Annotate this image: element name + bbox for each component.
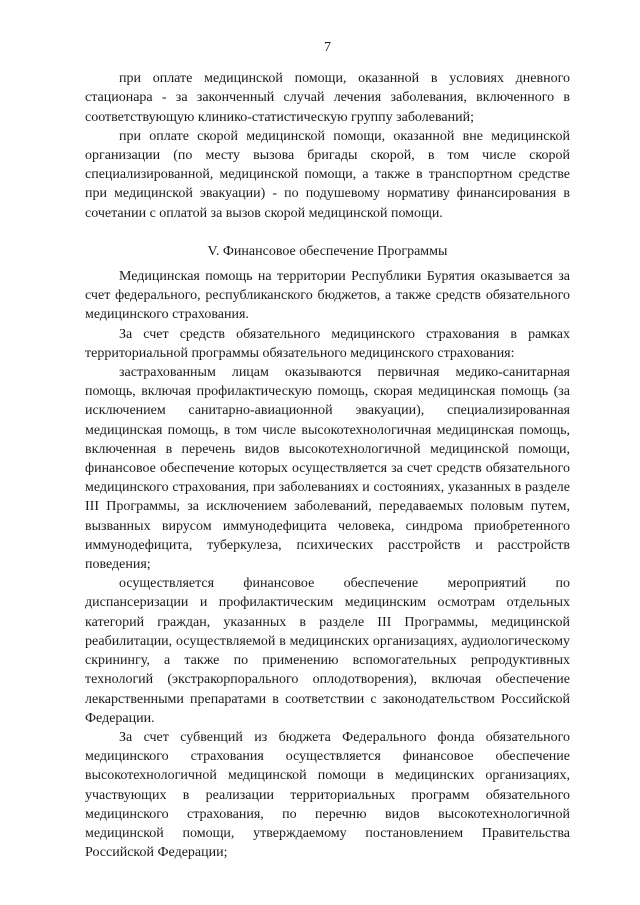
section-heading: V. Финансовое обеспечение Программы: [207, 243, 448, 259]
paragraph-funding-sources: Медицинская помощь на территории Республики Бурятия оказывается за счет федерального, республиканского бюджетов, а также средств обязательного медицинского страхования.: [85, 269, 570, 323]
page-number: 7: [324, 40, 331, 55]
paragraph-dispensary-funding: осуществляется финансовое обеспечение мероприятий по диспансеризации и профилактическим медицинским осмотрам отдельных категорий граждан, указанных в разделе III Программы, медицинской реабилитации, осуществляемой в медицинских организациях, аудиологическому скринингу, а также по применению вспомогательных репродуктивных технологий (экстракорпорального оплодотворения), включая обеспечение лекарственными препаратами в соответствии с законодательством Российской Федерации.: [85, 576, 570, 726]
paragraph-federal-subventions: За счет субвенций из бюджета Федерального фонда обязательного медицинского страхования осуществляется финансовое обеспечение высокотехнологичной медицинской помощи в медицинских организациях, участвующих в реализации территориальных программ обязательного медицинского страхования, по перечню видов высокотехнологичной медицинской помощи, утверждаемому постановлением Правительства Российской Федерации;: [85, 729, 570, 861]
paragraph-insured-persons-care: застрахованным лицам оказываются первичная медико-санитарная помощь, включая профилактическую помощь, скорая медицинская помощь (за исключением санитарно-авиационной эвакуации), специализированная медицинская помощь, в том числе высокотехнологичная медицинская помощь, включенная в перечень видов высокотехнологичной медицинской помощи, финансовое обеспечение которых осуществляется за счет средств обязательного медицинского страхования, при заболеваниях и состояниях, указанных в разделе III Программы, за исключением заболеваний, передаваемых половым путем, вызванных вирусом иммунодефицита человека, синдрома приобретенного иммунодефицита, туберкулеза, психических расстройств и расстройств поведения;: [85, 365, 570, 573]
paragraph-day-hospital-payment: при оплате медицинской помощи, оказанной в условиях дневного стационара - за законченный случай лечения заболевания, включенного в соответствующую клинико-статистическую группу заболеваний;: [85, 71, 570, 125]
paragraph-oms-funds-intro: За счет средств обязательного медицинского страхования в рамках территориальной программы обязательного медицинского страхования:: [85, 326, 570, 361]
paragraph-ambulance-payment: при оплате скорой медицинской помощи, оказанной вне медицинской организации (по месту вызова бригады скорой, в том числе скорой специализированной, медицинской помощи, а также в транспортном средстве при медицинской эвакуации) - по подушевому нормативу финансирования в сочетании с оплатой за вызов скорой медицинской помощи.: [85, 128, 570, 221]
